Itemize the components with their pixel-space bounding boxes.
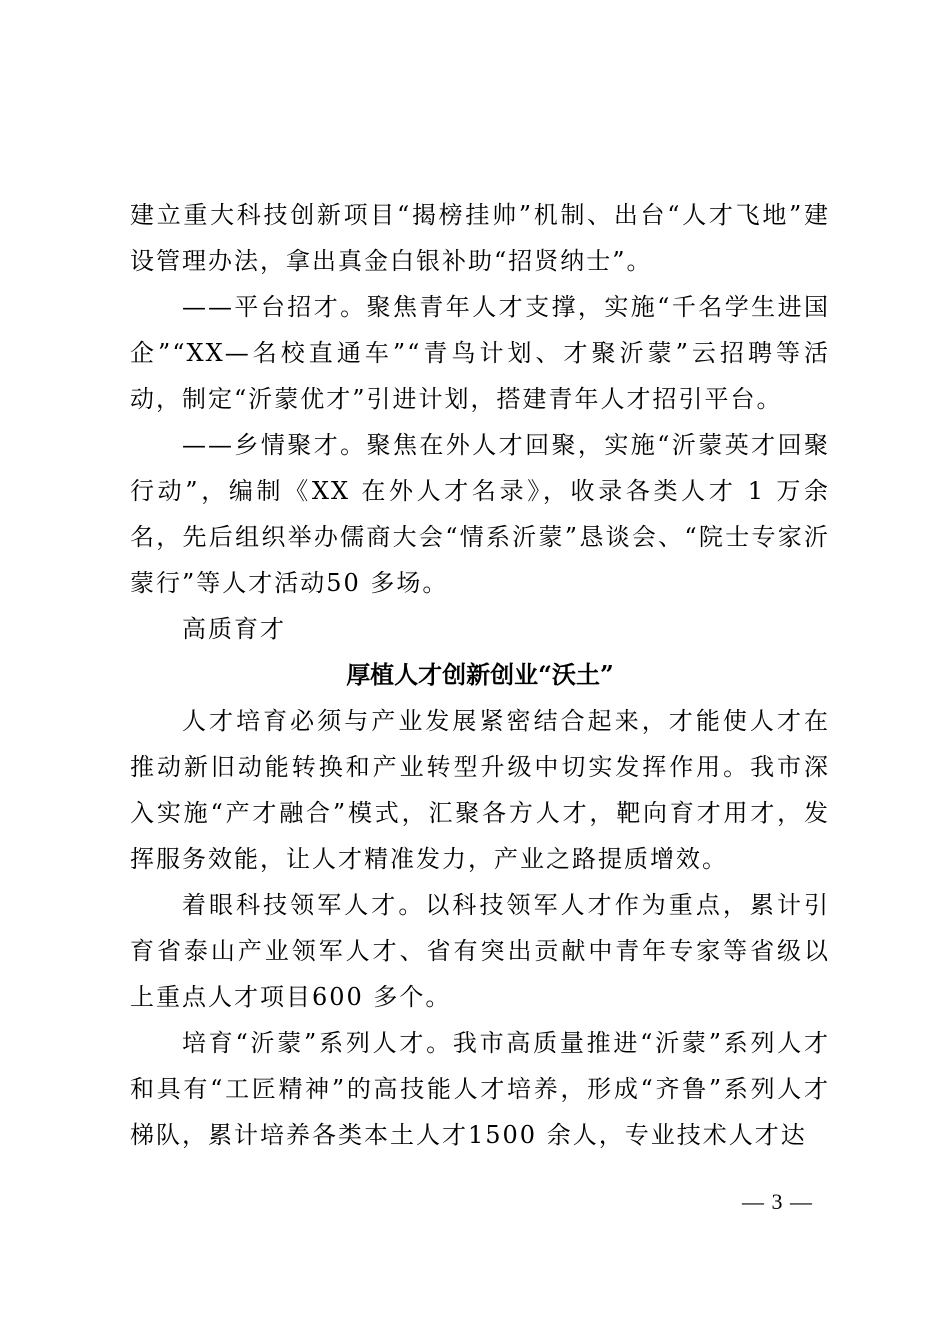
paragraph-platform-recruit: ——平台招才。聚焦青年人才支撑，实施“千名学生进国企”“XX—名校直通车”“青鸟计划、才聚沂蒙”云招聘等活动，制定“沂蒙优才”引进计划，搭建青年人才招引平台。 — [130, 293, 830, 413]
section-heading: 厚植人才创新创业“沃土” — [346, 660, 614, 689]
page-number: — 3 — — [742, 1189, 813, 1214]
paragraph-talent-cultivation: 人才培育必须与产业发展紧密结合起来，才能使人才在推动新旧动能转换和产业转型升级中切实发挥作用。我市深入实施“产才融合”模式，汇聚各方人才，靶向育才用才，发挥服务效能，让人才精准发力，产业之路提质增效。 — [130, 707, 830, 873]
paragraph-tech-leaders: 着眼科技领军人才。以科技领军人才作为重点，累计引育省泰山产业领军人才、省有突出贡献中青年专家等省级以上重点人才项目600 多个。 — [130, 891, 830, 1011]
paragraph-hometown-recruit: ——乡情聚才。聚焦在外人才回聚，实施“沂蒙英才回聚行动”，编制《XX 在外人才名录》，收录各类人才 1 万余名，先后组织举办儒商大会“情系沂蒙”恳谈会、“院士专家沂蒙行”等人才活动50 多场。 — [130, 431, 830, 597]
body-text — [130, 192, 830, 1158]
section-label-high-quality: 高质育才 — [182, 615, 286, 643]
paragraph-yimeng-series: 培育“沂蒙”系列人才。我市高质量推进“沂蒙”系列人才和具有“工匠精神”的高技能人才培养，形成“齐鲁”系列人才梯队，累计培养各类本土人才1500 余人，专业技术人才达 — [130, 1029, 830, 1149]
paragraph-continuation: 建立重大科技创新项目“揭榜挂帅”机制、出台“人才飞地”建设管理办法，拿出真金白银补助“招贤纳士”。 — [130, 201, 830, 275]
